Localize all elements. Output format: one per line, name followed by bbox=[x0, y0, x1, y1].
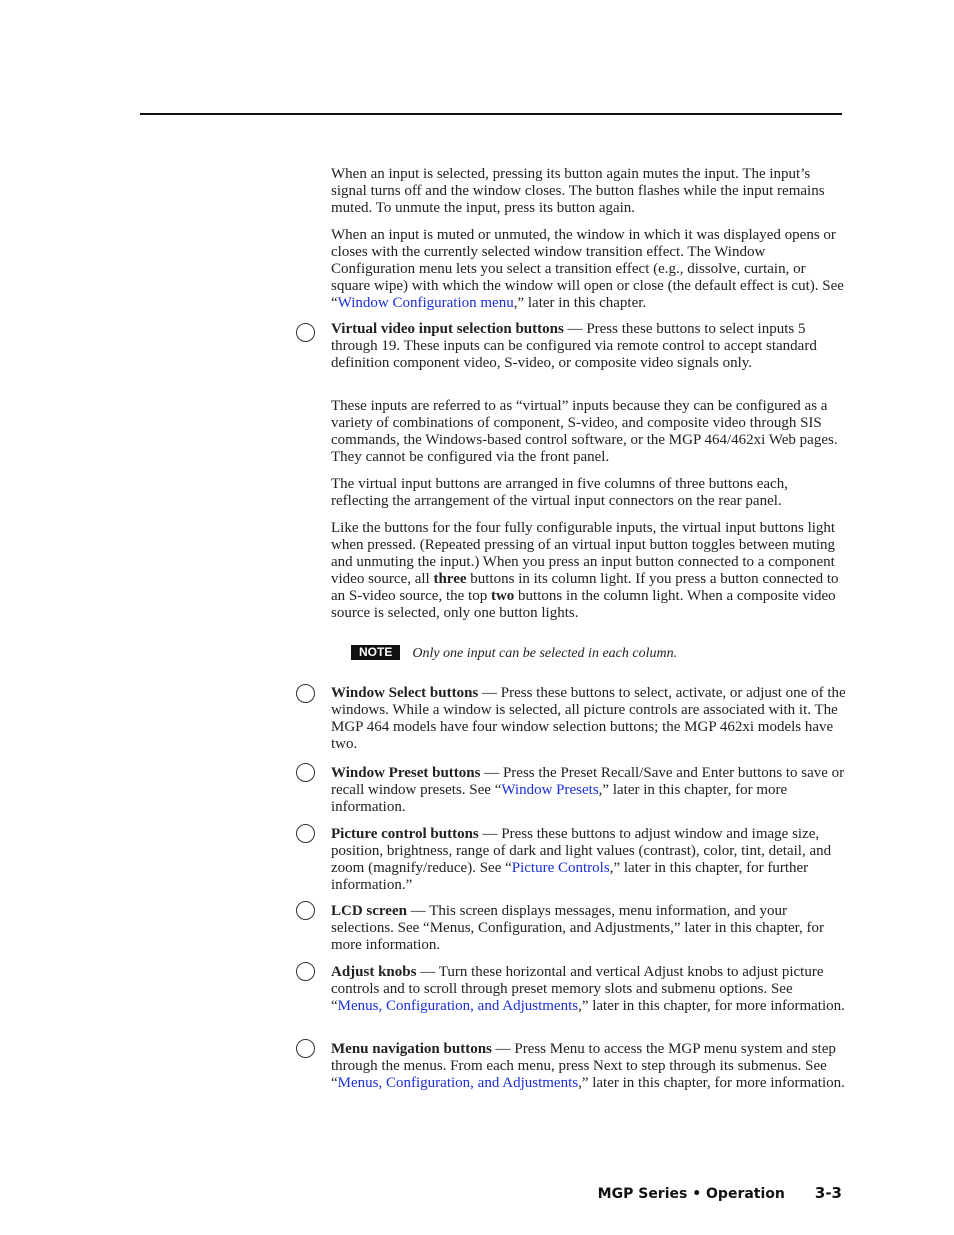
callout-circle-window-select bbox=[296, 684, 315, 703]
item-adjust-knobs: Adjust knobs — Turn these horizontal and vertical Adjust knobs to adjust picture controls and to scroll through preset memory slots and submenu options. See “Menus, Configuration, and Adjustments,” later in this chapter, for more information. bbox=[331, 964, 845, 1014]
page-number: 3-3 bbox=[814, 1184, 842, 1202]
mute-text: When an input is selected, pressing its button again mutes the input. The input’s signal turns off and the window closes. The button flashes while the input remains muted. To unmute the input, press its button again. bbox=[331, 166, 825, 216]
callout-circle-virtual bbox=[296, 323, 315, 342]
window-presets-link[interactable]: Window Presets bbox=[501, 782, 599, 798]
picture-controls-link[interactable]: Picture Controls bbox=[511, 860, 610, 876]
adjust-title: Adjust knobs bbox=[331, 964, 417, 980]
note-box bbox=[351, 645, 677, 662]
item-window-preset: Window Preset buttons — Press the Preset Recall/Save and Enter buttons to save or recall window presets. See “Window Presets,” later in this chapter, for more information. bbox=[331, 765, 845, 815]
paragraph-virtual-config bbox=[331, 398, 847, 466]
lighting-text: Like the buttons for the four fully configurable inputs, the virtual input buttons light when pressed. (Repeated pressing of an virtual input button toggles between muting and unmuting the input.) When you press an input button connected to a component video source, all three buttons in its column light. If you press a button connected to an S-video source, the top two buttons in the column light. When a composite video source is selected, only one button lights. bbox=[331, 520, 839, 621]
menus-configuration-link-2[interactable]: Menus, Configuration, and Adjustments bbox=[337, 1075, 579, 1091]
callout-circle-menu-nav bbox=[296, 1039, 315, 1058]
window-select-title: Window Select buttons bbox=[331, 685, 479, 701]
callout-circle-lcd bbox=[296, 901, 315, 920]
item-virtual-inputs: Virtual video input selection buttons — Press these buttons to select inputs 5 through 19. These inputs can be configured via remote control to accept standard definition component video, S-video, or composite video signals only. bbox=[331, 321, 817, 371]
window-configuration-link[interactable]: Window Configuration menu bbox=[337, 295, 514, 311]
item-window-select: Window Select buttons — Press these buttons to select, activate, or adjust one of the windows. While a window is selected, all picture controls are associated with it. The MGP 464 models have four window selection buttons; the MGP 462xi models have two. bbox=[331, 685, 846, 752]
callout-circle-picture bbox=[296, 824, 315, 843]
transition-text: When an input is muted or unmuted, the window in which it was displayed opens or closes with the currently selected window transition effect. The Window Configuration menu lets you select a transition effect (e.g., dissolve, curtain, or square wipe) with which the window will open or close (the default effect is cut). See “Window Configuration menu,” later in this chapter. bbox=[331, 227, 844, 311]
paragraph-virtual-lighting bbox=[331, 520, 847, 622]
virtual-title: Virtual video input selection buttons bbox=[331, 321, 564, 337]
item-picture-controls: Picture control buttons — Press these buttons to adjust window and image size, position, brightness, range of dark and light values (contrast), color, tint, detail, and zoom (magnify/reduce). See “Picture Controls,” later in this chapter, for further information.” bbox=[331, 826, 832, 893]
page-footer bbox=[598, 1184, 842, 1202]
note-text: Only one input can be selected in each column. bbox=[412, 646, 678, 661]
lcd-title: LCD screen bbox=[331, 903, 407, 919]
item-menu-navigation: Menu navigation buttons — Press Menu to access the MGP menu system and step through the menus. From each menu, press Next to step through its submenus. See “Menus, Configuration, and Adjustments,” later in this chapter, for more information. bbox=[331, 1041, 845, 1091]
paragraph-mute bbox=[331, 166, 847, 217]
picture-title: Picture control buttons bbox=[331, 826, 479, 842]
menus-configuration-link[interactable]: Menus, Configuration, and Adjustments bbox=[337, 998, 579, 1014]
virtual-config-text: These inputs are referred to as “virtual” inputs because they can be configured as a variety of combinations of component, S-video, and composite video through SIS commands, the Windows-based control software, or the MGP 464/462xi Web pages. They cannot be configured via the front panel. bbox=[331, 398, 838, 465]
callout-circle-adjust bbox=[296, 962, 315, 981]
menu-nav-title: Menu navigation buttons bbox=[331, 1041, 492, 1057]
paragraph-virtual-arrangement bbox=[331, 476, 847, 510]
note-badge: NOTE bbox=[351, 645, 400, 660]
window-preset-title: Window Preset buttons bbox=[331, 765, 481, 781]
footer-title: MGP Series • Operation bbox=[597, 1186, 785, 1202]
item-lcd-screen: LCD screen — This screen displays messages, menu information, and your selections. See “Menus, Configuration, and Adjustments,” later in this chapter, for more information. bbox=[331, 903, 825, 953]
paragraph-transition bbox=[331, 227, 847, 312]
callout-circle-window-preset bbox=[296, 763, 315, 782]
arrangement-text: The virtual input buttons are arranged in five columns of three buttons each, reflecting the arrangement of the virtual input connectors on the rear panel. bbox=[331, 476, 788, 509]
header-rule bbox=[140, 113, 842, 115]
